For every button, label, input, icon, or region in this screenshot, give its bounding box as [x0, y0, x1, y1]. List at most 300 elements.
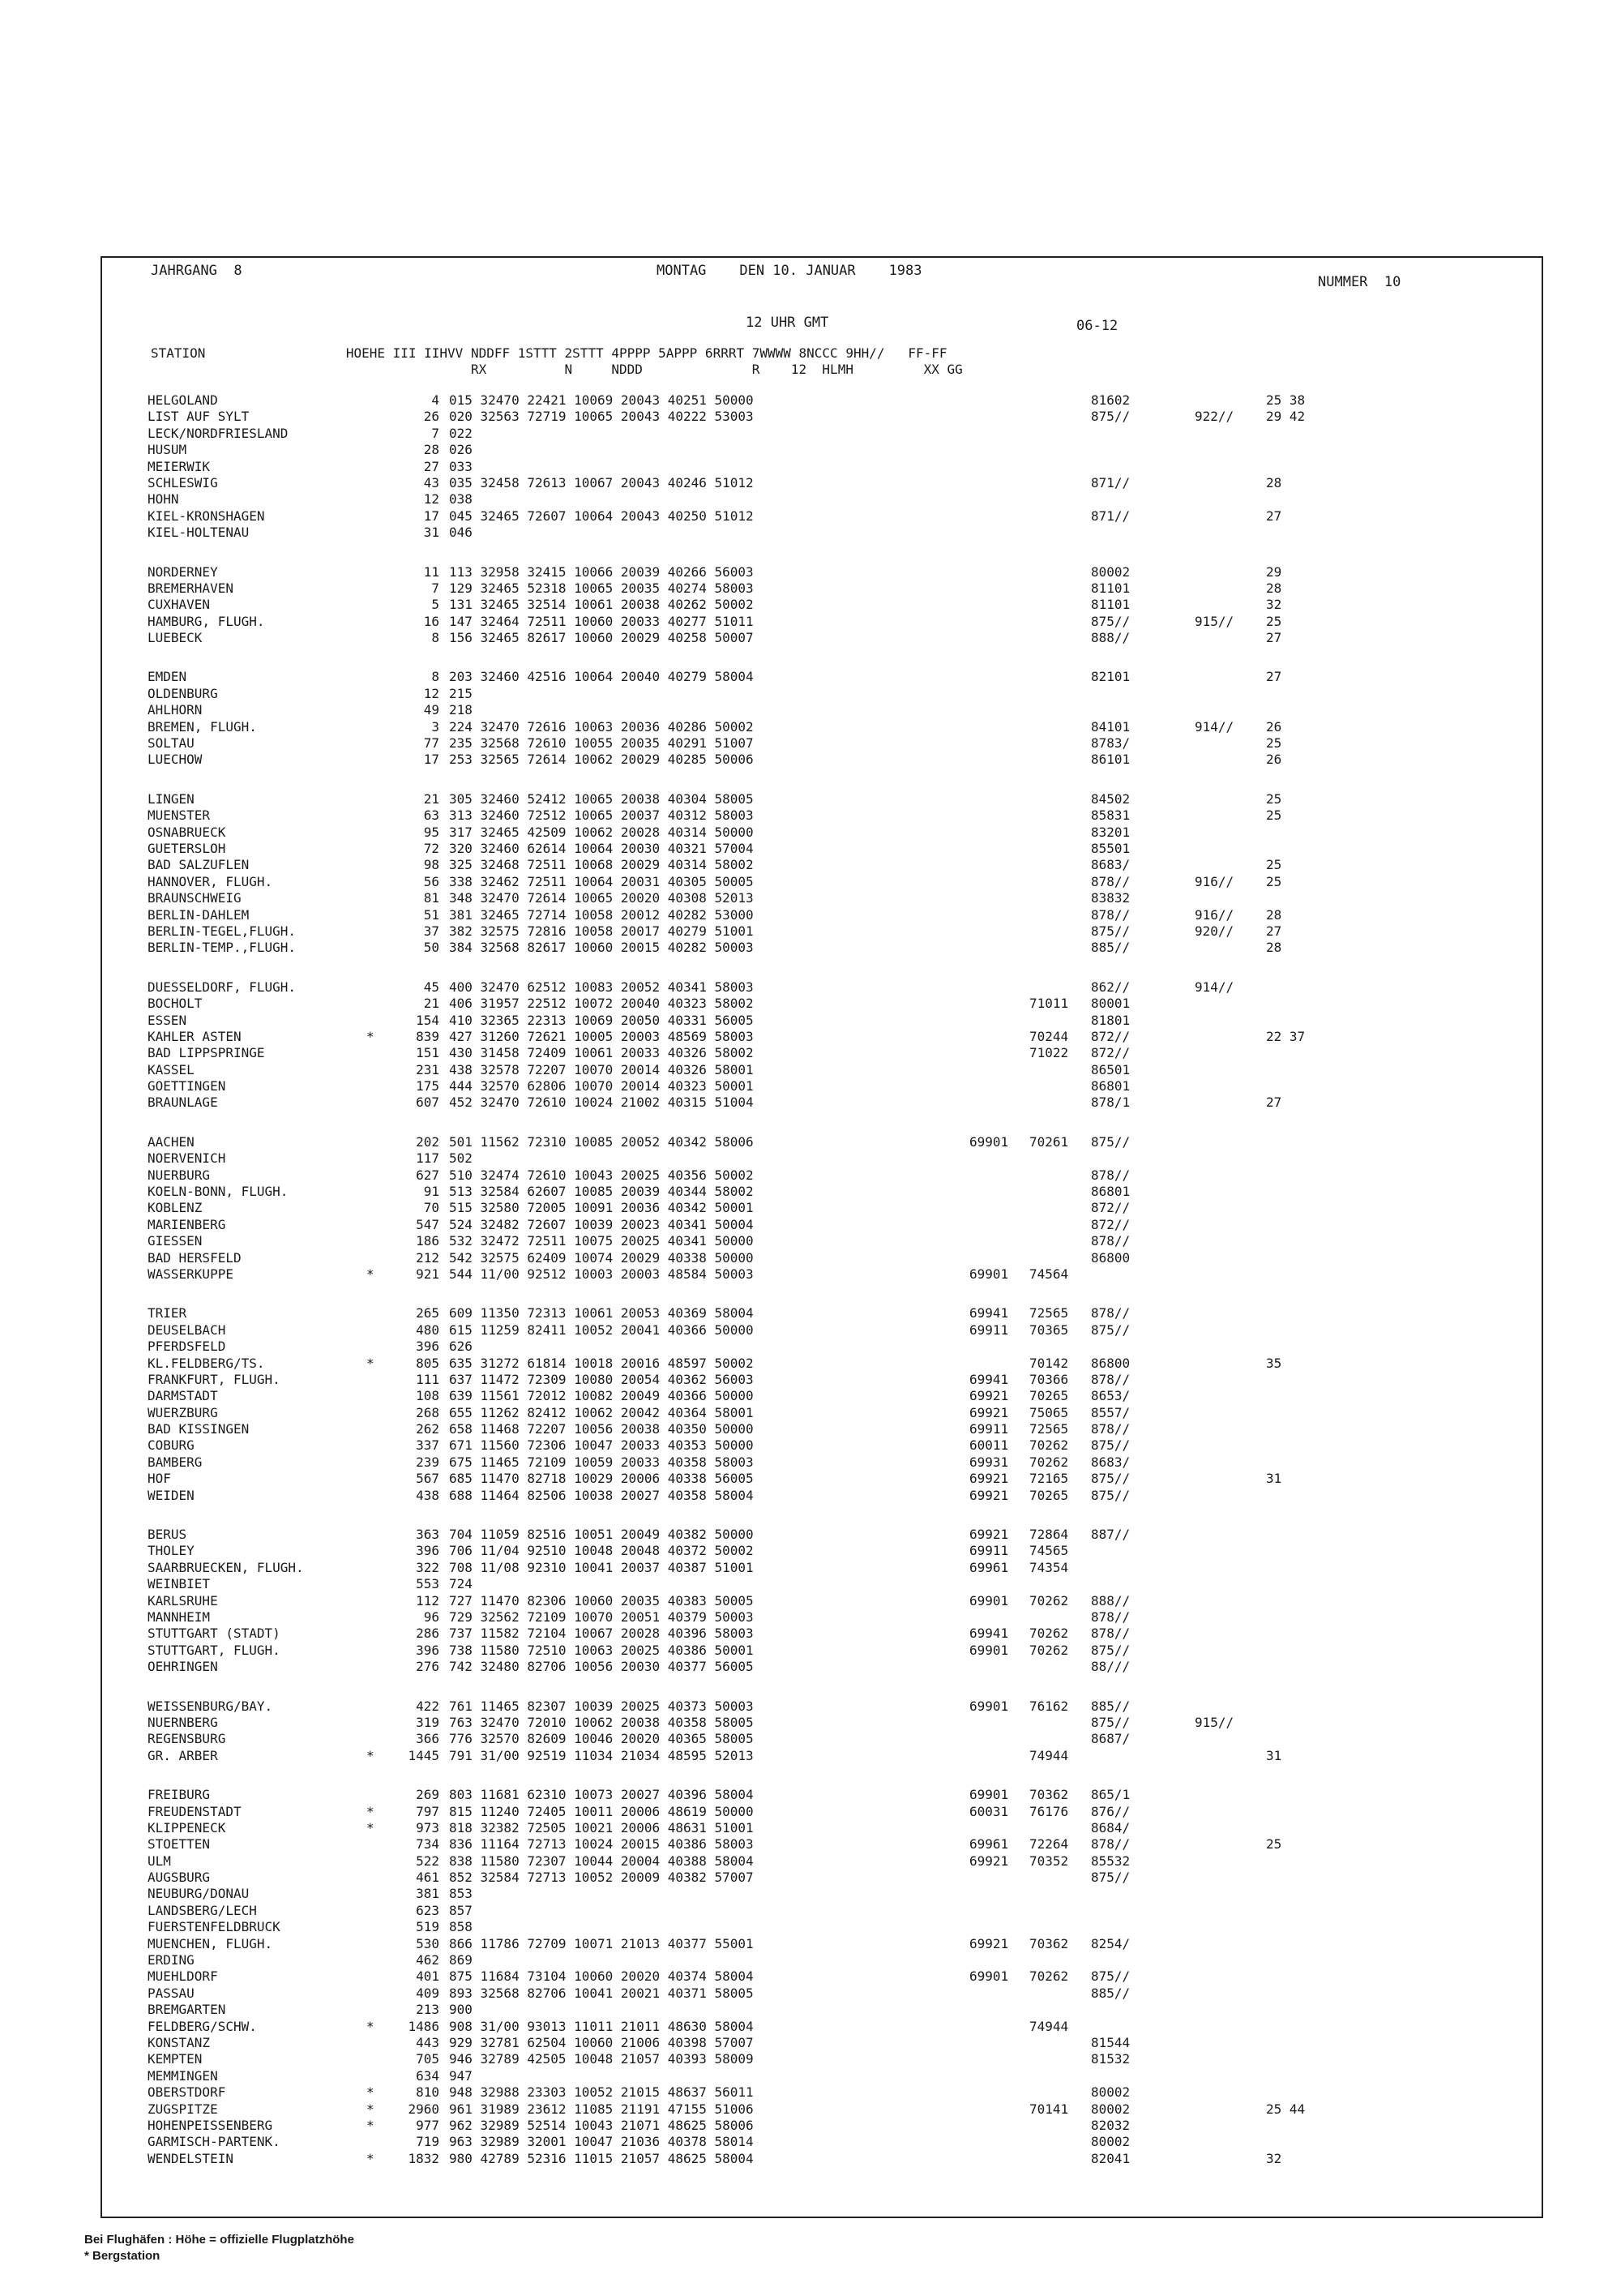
cell-h: 797 — [416, 1803, 439, 1819]
cell-ff: 25 — [1266, 1836, 1282, 1853]
cell-h: 7 — [431, 425, 439, 441]
cell-d: 156 32465 82617 10060 20029 40258 50007 — [449, 630, 754, 646]
cell-name: DUESSELDORF, FLUGH. — [148, 979, 297, 995]
cell-d: 532 32472 72511 10075 20025 40341 50000 — [449, 1233, 754, 1249]
cell-n: 878// — [1091, 1371, 1131, 1387]
cell-mark: * — [366, 2084, 374, 2101]
mountain-station-note: * Bergstation — [84, 2249, 160, 2263]
cell-m2: 72264 — [1029, 1836, 1069, 1853]
cell-n: 875// — [1091, 1487, 1131, 1503]
cell-m2: 74354 — [1029, 1559, 1069, 1575]
cell-d: 655 11262 82412 10062 20042 40364 58001 — [449, 1404, 754, 1420]
cell-h: 117 — [416, 1150, 439, 1167]
cell-name: BAD LIPPSPRINGE — [148, 1045, 265, 1061]
cell-d: 963 32989 32001 10047 21036 40378 58014 — [449, 2134, 754, 2150]
cell-name: BOCHOLT — [148, 996, 203, 1012]
cell-d: 147 32464 72511 10060 20033 40277 51011 — [449, 613, 754, 629]
cell-n: 878// — [1091, 906, 1131, 923]
cell-n: 875// — [1091, 1437, 1131, 1454]
cell-name: GOETTINGEN — [148, 1078, 226, 1094]
cell-h: 3 — [431, 718, 439, 735]
cell-n: 878// — [1091, 1626, 1131, 1642]
cell-n: 885// — [1091, 1698, 1131, 1714]
cell-h: 530 — [416, 1935, 439, 1951]
cell-d: 675 11465 72109 10059 20033 40358 58003 — [449, 1454, 754, 1470]
cell-mark: * — [366, 1819, 374, 1836]
cell-n: 8684/ — [1091, 1819, 1131, 1836]
cell-mark: * — [366, 1355, 374, 1371]
cell-m2: 70366 — [1029, 1371, 1069, 1387]
cell-name: FRANKFURT, FLUGH. — [148, 1371, 280, 1387]
cell-d: 406 31957 22512 10072 20040 40323 58002 — [449, 996, 754, 1012]
cell-ff: 25 — [1266, 857, 1282, 873]
cell-m2: 70262 — [1029, 1592, 1069, 1608]
cell-n: 875// — [1091, 923, 1131, 939]
cell-n: 8683/ — [1091, 1454, 1131, 1470]
cell-n: 81101 — [1091, 580, 1131, 596]
cell-m1: 69961 — [969, 1559, 1009, 1575]
cell-h: 396 — [416, 1642, 439, 1658]
cell-n: 85532 — [1091, 1853, 1131, 1869]
cell-ff: 27 — [1266, 508, 1282, 524]
cell-n: 86501 — [1091, 1061, 1131, 1077]
cell-h: 212 — [416, 1249, 439, 1266]
cell-d: 026 — [449, 442, 473, 458]
cell-m2: 70261 — [1029, 1133, 1069, 1150]
cell-m1: 69921 — [969, 1935, 1009, 1951]
cell-h: 519 — [416, 1919, 439, 1935]
cell-n: 84502 — [1091, 790, 1131, 807]
cell-d: 452 32470 72610 10024 21002 40315 51004 — [449, 1094, 754, 1111]
cell-d: 305 32460 52412 10065 20038 40304 58005 — [449, 790, 754, 807]
cell-d: 317 32465 42509 10062 20028 40314 50000 — [449, 824, 754, 840]
cell-d: 708 11/08 92310 10041 20037 40387 51001 — [449, 1559, 754, 1575]
cell-h: 202 — [416, 1133, 439, 1150]
cell-e: 916// — [1195, 873, 1234, 889]
cell-h: 7 — [431, 580, 439, 596]
cell-name: LINGEN — [148, 790, 195, 807]
cell-m2: 70262 — [1029, 1968, 1069, 1985]
cell-m2: 71011 — [1029, 996, 1069, 1012]
cell-name: BAMBERG — [148, 1454, 203, 1470]
cell-h: 45 — [423, 979, 439, 995]
cell-n: 83201 — [1091, 824, 1131, 840]
cell-d: 045 32465 72607 10064 20043 40250 51012 — [449, 508, 754, 524]
cell-n: 872// — [1091, 1045, 1131, 1061]
cell-d: 704 11059 82516 10051 20049 40382 50000 — [449, 1527, 754, 1543]
cell-h: 37 — [423, 923, 439, 939]
cell-m2: 76176 — [1029, 1803, 1069, 1819]
cell-name: GIESSEN — [148, 1233, 203, 1249]
cell-d: 015 32470 22421 10069 20043 40251 50000 — [449, 392, 754, 408]
date-label: MONTAG DEN 10. JANUAR 1983 — [657, 263, 922, 279]
cell-d: 131 32465 32514 10061 20038 40262 50002 — [449, 597, 754, 613]
cell-d: 348 32470 72614 10065 20020 40308 52013 — [449, 890, 754, 906]
cell-name: HOHN — [148, 491, 179, 508]
cell-e: 920// — [1195, 923, 1234, 939]
cell-n: 88/// — [1091, 1659, 1131, 1675]
cell-name: REGENSBURG — [148, 1731, 226, 1747]
cell-d: 542 32575 62409 10074 20029 40338 50000 — [449, 1249, 754, 1266]
cell-mark: * — [366, 2018, 374, 2034]
cell-h: 921 — [416, 1266, 439, 1282]
cell-name: WUERZBURG — [148, 1404, 218, 1420]
cell-n: 875// — [1091, 1471, 1131, 1487]
cell-n: 82101 — [1091, 669, 1131, 685]
cell-m1: 69901 — [969, 1787, 1009, 1803]
cell-name: LUEBECK — [148, 630, 203, 646]
cell-ff: 26 — [1266, 752, 1282, 768]
cell-name: HOHENPEISSENBERG — [148, 2117, 273, 2133]
cell-name: DARMSTADT — [148, 1388, 218, 1404]
cell-h: 805 — [416, 1355, 439, 1371]
cell-d: 635 31272 61814 10018 20016 48597 50002 — [449, 1355, 754, 1371]
cell-name: BREMGARTEN — [148, 2002, 226, 2018]
cell-m2: 74564 — [1029, 1266, 1069, 1282]
cell-m2: 72165 — [1029, 1471, 1069, 1487]
cell-d: 235 32568 72610 10055 20035 40291 51007 — [449, 735, 754, 752]
cell-h: 553 — [416, 1576, 439, 1592]
cell-n: 86801 — [1091, 1078, 1131, 1094]
cell-m1: 69941 — [969, 1626, 1009, 1642]
cell-m1: 69901 — [969, 1592, 1009, 1608]
cell-name: KEMPTEN — [148, 2051, 203, 2067]
cell-h: 95 — [423, 824, 439, 840]
cell-m2: 70262 — [1029, 1454, 1069, 1470]
cell-name: THOLEY — [148, 1543, 195, 1559]
cell-name: FREIBURG — [148, 1787, 211, 1803]
cell-m2: 70265 — [1029, 1388, 1069, 1404]
cell-name: PASSAU — [148, 1985, 195, 2001]
cell-h: 8 — [431, 630, 439, 646]
cell-n: 862// — [1091, 979, 1131, 995]
cell-m2: 72864 — [1029, 1527, 1069, 1543]
cell-m1: 60031 — [969, 1803, 1009, 1819]
cell-h: 98 — [423, 857, 439, 873]
cell-h: 1486 — [408, 2018, 439, 2034]
cell-d: 524 32482 72607 10039 20023 40341 50004 — [449, 1216, 754, 1232]
cell-name: BAD SALZUFLEN — [148, 857, 250, 873]
cell-name: COBURG — [148, 1437, 195, 1454]
cell-h: 269 — [416, 1787, 439, 1803]
cell-name: DEUSELBACH — [148, 1321, 226, 1338]
cell-h: 12 — [423, 491, 439, 508]
cell-n: 85831 — [1091, 807, 1131, 824]
cell-d: 438 32578 72207 10070 20014 40326 58001 — [449, 1061, 754, 1077]
cell-name: SCHLESWIG — [148, 474, 218, 490]
cell-e: 922// — [1195, 409, 1234, 425]
cell-name: NUERBURG — [148, 1167, 211, 1183]
cell-name: LIST AUF SYLT — [148, 409, 250, 425]
cell-d: 948 32988 23303 10052 21015 48637 56011 — [449, 2084, 754, 2101]
cell-name: AUGSBURG — [148, 1870, 211, 1886]
cell-ff: 25 38 — [1266, 392, 1306, 408]
cell-h: 231 — [416, 1061, 439, 1077]
cell-m1: 69941 — [969, 1371, 1009, 1387]
cell-name: ESSEN — [148, 1012, 187, 1028]
cell-n: 82032 — [1091, 2117, 1131, 2133]
cell-d: 858 — [449, 1919, 473, 1935]
cell-h: 443 — [416, 2034, 439, 2050]
cell-ff: 25 44 — [1266, 2101, 1306, 2117]
cell-h: 154 — [416, 1012, 439, 1028]
cell-m2: 70262 — [1029, 1437, 1069, 1454]
cell-h: 461 — [416, 1870, 439, 1886]
cell-m2: 70244 — [1029, 1028, 1069, 1044]
cell-h: 50 — [423, 940, 439, 956]
cell-h: 17 — [423, 752, 439, 768]
cell-m2: 72565 — [1029, 1305, 1069, 1321]
cell-n: 887// — [1091, 1527, 1131, 1543]
cell-h: 8 — [431, 669, 439, 685]
cell-ff: 35 — [1266, 1355, 1282, 1371]
cell-name: SOLTAU — [148, 735, 195, 752]
cell-h: 26 — [423, 409, 439, 425]
cell-d: 020 32563 72719 10065 20043 40222 53003 — [449, 409, 754, 425]
cell-n: 86801 — [1091, 1184, 1131, 1200]
cell-h: 977 — [416, 2117, 439, 2133]
cell-d: 818 32382 72505 10021 20006 48631 51001 — [449, 1819, 754, 1836]
cell-ff: 31 — [1266, 1747, 1282, 1763]
cell-name: KOBLENZ — [148, 1200, 203, 1216]
cell-d: 430 31458 72409 10061 20033 40326 58002 — [449, 1045, 754, 1061]
cell-d: 929 32781 62504 10060 21006 40398 57007 — [449, 2034, 754, 2050]
cell-n: 875// — [1091, 1133, 1131, 1150]
cell-h: 31 — [423, 525, 439, 541]
cell-ff: 25 — [1266, 613, 1282, 629]
cell-n: 878// — [1091, 1609, 1131, 1625]
cell-h: 607 — [416, 1094, 439, 1111]
cell-mark: * — [366, 1747, 374, 1763]
cell-e: 914// — [1195, 718, 1234, 735]
cell-n: 81544 — [1091, 2034, 1131, 2050]
cell-h: 1832 — [408, 2150, 439, 2166]
cell-name: ERDING — [148, 1952, 195, 1968]
cell-h: 70 — [423, 1200, 439, 1216]
cell-d: 688 11464 82506 10038 20027 40358 58004 — [449, 1487, 754, 1503]
cell-d: 866 11786 72709 10071 21013 40377 55001 — [449, 1935, 754, 1951]
cell-h: 322 — [416, 1559, 439, 1575]
cell-n: 878// — [1091, 1836, 1131, 1853]
cell-m2: 74944 — [1029, 1747, 1069, 1763]
cell-n: 871// — [1091, 508, 1131, 524]
cell-name: BERLIN-TEGEL,FLUGH. — [148, 923, 297, 939]
cell-h: 623 — [416, 1902, 439, 1918]
cell-h: 72 — [423, 840, 439, 856]
cell-h: 627 — [416, 1167, 439, 1183]
cell-d: 046 — [449, 525, 473, 541]
cell-h: 401 — [416, 1968, 439, 1985]
cell-d: 615 11259 82411 10052 20041 40366 50000 — [449, 1321, 754, 1338]
cell-h: 77 — [423, 735, 439, 752]
cell-name: MUENCHEN, FLUGH. — [148, 1935, 273, 1951]
cell-n: 872// — [1091, 1028, 1131, 1044]
cell-n: 872// — [1091, 1216, 1131, 1232]
cell-n: 83832 — [1091, 890, 1131, 906]
cell-d: 724 — [449, 1576, 473, 1592]
cell-name: BREMEN, FLUGH. — [148, 718, 257, 735]
cell-n: 81532 — [1091, 2051, 1131, 2067]
cell-h: 186 — [416, 1233, 439, 1249]
cell-h: 363 — [416, 1527, 439, 1543]
cell-m1: 69921 — [969, 1527, 1009, 1543]
cell-d: 218 — [449, 702, 473, 718]
cell-ff: 31 — [1266, 1471, 1282, 1487]
cell-n: 85501 — [1091, 840, 1131, 856]
cell-h: 366 — [416, 1731, 439, 1747]
cell-name: FUERSTENFELDBRUCK — [148, 1919, 280, 1935]
cell-n: 875// — [1091, 613, 1131, 629]
cell-h: 522 — [416, 1853, 439, 1869]
column-header-line-2: RX N NDDD R 12 HLMH XX GG — [151, 362, 963, 377]
cell-name: OLDENBURG — [148, 685, 218, 701]
cell-n: 875// — [1091, 1870, 1131, 1886]
cell-h: 175 — [416, 1078, 439, 1094]
cell-n: 81801 — [1091, 1012, 1131, 1028]
cell-d: 384 32568 82617 10060 20015 40282 50003 — [449, 940, 754, 956]
cell-m2: 70262 — [1029, 1626, 1069, 1642]
cell-n: 878/1 — [1091, 1094, 1131, 1111]
cell-n: 888// — [1091, 1592, 1131, 1608]
cell-name: FELDBERG/SCHW. — [148, 2018, 257, 2034]
issue-number: NUMMER 10 — [1318, 274, 1401, 290]
cell-m2: 74944 — [1029, 2018, 1069, 2034]
cell-d: 382 32575 72816 10058 20017 40279 51001 — [449, 923, 754, 939]
cell-n: 865/1 — [1091, 1787, 1131, 1803]
cell-n: 86101 — [1091, 752, 1131, 768]
cell-h: 2960 — [408, 2101, 439, 2117]
cell-m1: 69921 — [969, 1404, 1009, 1420]
cell-h: 5 — [431, 597, 439, 613]
column-headers — [151, 345, 963, 378]
cell-h: 480 — [416, 1321, 439, 1338]
cell-d: 639 11561 72012 10082 20049 40366 50000 — [449, 1388, 754, 1404]
cell-h: 91 — [423, 1184, 439, 1200]
cell-h: 63 — [423, 807, 439, 824]
cell-e: 914// — [1195, 979, 1234, 995]
cell-name: BERUS — [148, 1527, 187, 1543]
cell-name: BRAUNSCHWEIG — [148, 890, 242, 906]
cell-ff: 25 — [1266, 807, 1282, 824]
cell-d: 033 — [449, 458, 473, 474]
cell-d: 776 32570 82609 10046 20020 40365 58005 — [449, 1731, 754, 1747]
cell-m1: 69901 — [969, 1266, 1009, 1282]
cell-h: 43 — [423, 474, 439, 490]
cell-name: NUERNBERG — [148, 1714, 218, 1730]
cell-name: BREMERHAVEN — [148, 580, 233, 596]
cell-m2: 74565 — [1029, 1543, 1069, 1559]
cell-name: KASSEL — [148, 1061, 195, 1077]
cell-m1: 69921 — [969, 1388, 1009, 1404]
cell-d: 791 31/00 92519 11034 21034 48595 52013 — [449, 1747, 754, 1763]
cell-name: OEHRINGEN — [148, 1659, 218, 1675]
cell-d: 738 11580 72510 10063 20025 40386 50001 — [449, 1642, 754, 1658]
cell-name: AHLHORN — [148, 702, 203, 718]
cell-h: 16 — [423, 613, 439, 629]
cell-name: KLIPPENECK — [148, 1819, 226, 1836]
cell-h: 21 — [423, 790, 439, 807]
cell-m1: 69921 — [969, 1853, 1009, 1869]
cell-m1: 69901 — [969, 1968, 1009, 1985]
cell-h: 108 — [416, 1388, 439, 1404]
cell-d: 946 32789 42505 10048 21057 40393 58009 — [449, 2051, 754, 2067]
cell-ff: 29 42 — [1266, 409, 1306, 425]
cell-m1: 69941 — [969, 1305, 1009, 1321]
cell-name: MUEHLDORF — [148, 1968, 218, 1985]
cell-name: GR. ARBER — [148, 1747, 218, 1763]
cell-d: 022 — [449, 425, 473, 441]
cell-m2: 70362 — [1029, 1935, 1069, 1951]
cell-name: HANNOVER, FLUGH. — [148, 873, 273, 889]
cell-h: 567 — [416, 1471, 439, 1487]
cell-mark: * — [366, 2150, 374, 2166]
cell-d: 815 11240 72405 10011 20006 48619 50000 — [449, 1803, 754, 1819]
cell-mark: * — [366, 1266, 374, 1282]
cell-h: 276 — [416, 1659, 439, 1675]
cell-n: 875// — [1091, 1968, 1131, 1985]
cell-n: 80002 — [1091, 2101, 1131, 2117]
cell-d: 626 — [449, 1339, 473, 1355]
cell-ff: 27 — [1266, 669, 1282, 685]
cell-n: 878// — [1091, 1421, 1131, 1437]
cell-d: 908 31/00 93013 11011 21011 48630 58004 — [449, 2018, 754, 2034]
cell-d: 737 11582 72104 10067 20028 40396 58003 — [449, 1626, 754, 1642]
cell-name: ULM — [148, 1853, 171, 1869]
cell-name: NOERVENICH — [148, 1150, 226, 1167]
cell-n: 80002 — [1091, 2134, 1131, 2150]
cell-name: WENDELSTEIN — [148, 2150, 233, 2166]
cell-h: 810 — [416, 2084, 439, 2101]
cell-n: 86800 — [1091, 1249, 1131, 1266]
cell-m2: 70265 — [1029, 1487, 1069, 1503]
cell-name: WEIDEN — [148, 1487, 195, 1503]
cell-mark: * — [366, 1803, 374, 1819]
cell-name: KOELN-BONN, FLUGH. — [148, 1184, 289, 1200]
cell-h: 111 — [416, 1371, 439, 1387]
cell-h: 634 — [416, 2067, 439, 2084]
cell-d: 203 32460 42516 10064 20040 40279 58004 — [449, 669, 754, 685]
column-header-line-1: STATION HOEHE III IIHVV NDDFF 1STTT 2STTT 4PPPP 5APPP 6RRRT 7WWWW 8NCCC 9HH// FF-FF — [151, 345, 947, 361]
cell-n: 86800 — [1091, 1355, 1131, 1371]
cell-n: 875// — [1091, 1642, 1131, 1658]
cell-name: KONSTANZ — [148, 2034, 211, 2050]
cell-name: OSNABRUECK — [148, 824, 226, 840]
cell-name: KIEL-HOLTENAU — [148, 525, 250, 541]
cell-d: 338 32462 72511 10064 20031 40305 50005 — [449, 873, 754, 889]
cell-h: 81 — [423, 890, 439, 906]
cell-name: LUECHOW — [148, 752, 203, 768]
cell-name: STUTTGART (STADT) — [148, 1626, 280, 1642]
cell-h: 705 — [416, 2051, 439, 2067]
cell-m2: 70352 — [1029, 1853, 1069, 1869]
cell-n: 8683/ — [1091, 857, 1131, 873]
cell-m2: 75065 — [1029, 1404, 1069, 1420]
cell-n: 888// — [1091, 630, 1131, 646]
cell-h: 4 — [431, 392, 439, 408]
cell-mark: * — [366, 2117, 374, 2133]
cell-h: 51 — [423, 906, 439, 923]
cell-n: 82041 — [1091, 2150, 1131, 2166]
observation-time: 12 UHR GMT — [746, 315, 829, 331]
cell-name: BAD HERSFELD — [148, 1249, 242, 1266]
cell-name: HUSUM — [148, 442, 187, 458]
cell-name: BERLIN-TEMP.,FLUGH. — [148, 940, 297, 956]
cell-name: BAD KISSINGEN — [148, 1421, 250, 1437]
cell-d: 729 32562 72109 10070 20051 40379 50003 — [449, 1609, 754, 1625]
cell-name: AACHEN — [148, 1133, 195, 1150]
cell-n: 885// — [1091, 940, 1131, 956]
cell-name: KAHLER ASTEN — [148, 1028, 242, 1044]
